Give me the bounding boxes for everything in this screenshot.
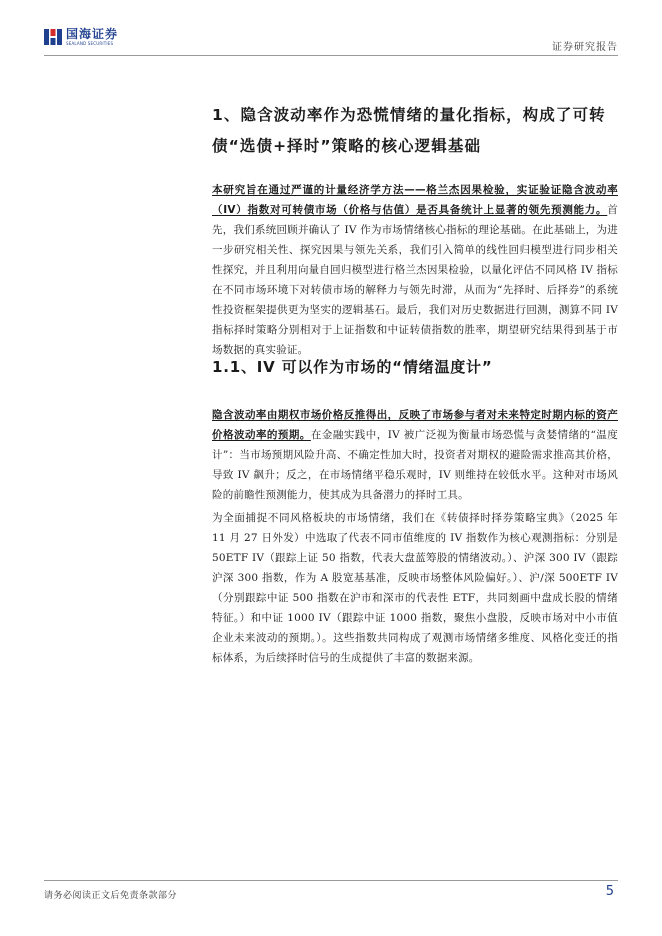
footer-divider: [44, 880, 618, 881]
paragraph-iv-indices: 为全面捕捉不同风格板块的市场情绪，我们在《转债择时择券策略宝典》（2025 年 11 月 27 日外发）中选取了代表不同市值维度的 IV 指数作为核心观测指标：分别是 50ETF IV（跟踪上证 50 指数，代表大盘蓝筹股的情绪波动。）、沪深 300 IV（跟踪沪深 300 指数，作为 A 股宽基基准，反映市场整体风险偏好。）、沪/深 500ETF IV（分别跟踪中证 500 指数在沪市和深市的代表性 ETF，共同刻画中盘成长股的情绪特征。）和中证 1000 IV（跟踪中证 1000 指数，聚焦小盘股，反映市场对中小市值企业未来波动的预期。）。这些指数共同构成了观测市场情绪多维度、风格化变迁的指标体系，为后续择时信号的生成提供了丰富的数据来源。: [212, 512, 618, 664]
header-divider: [44, 55, 618, 56]
logo-mark-icon: [44, 28, 62, 46]
section-heading-1: 1、隐含波动率作为恐慌情绪的量化指标，构成了可转债“选债+择时”策略的核心逻辑基础: [212, 106, 606, 155]
footer-disclaimer: 请务必阅读正文后免责条款部分: [44, 891, 178, 901]
paragraph-iv-definition: [212, 405, 618, 505]
section-heading-1-1: 1.1、IV 可以作为市场的“情绪温度计”: [212, 358, 493, 376]
logo-name-cn: 国海证券: [66, 27, 119, 41]
paragraph-intro: [212, 180, 618, 360]
paragraph-iv-highlight: 隐含波动率由期权市场价格反推得出，反映了市场参与者对未来特定时期内标的资产价格波动率的预期。: [212, 409, 618, 441]
paragraph-intro-body: 首先，我们系统回顾并确认了 IV 作为市场情绪核心指标的理论基础。在此基础上，为进一步研究相关性、探究因果与领先关系，我们引入简单的线性回归模型进行同步相关性探究，并且利用向量自回归模型进行格兰杰因果检验，以量化评估不同风格 IV 指标在不同市场环境下对转债市场的解释力与领先时滞，从而为“先择时、后择券”的系统性投资框架提供更为坚实的逻辑基石。最后，我们对历史数据进行回测，测算不同 IV 指标择时策略分别相对于上证指数和中证转债指数的胜率，期望研究结果得到基于市场数据的真实验证。: [212, 204, 618, 356]
paragraph-intro-highlight: 本研究旨在通过严谨的计量经济学方法——格兰杰因果检验，实证验证隐含波动率（IV）指数对可转债市场（价格与估值）是否具备统计上显著的领先预测能力。: [212, 184, 618, 216]
logo-name-en: SEALAND SECURITIES: [66, 41, 114, 46]
paragraph-iv-body: 在金融实践中，IV 被广泛视为衡量市场恐慌与贪婪情绪的“温度计”：当市场预期风险升高、不确定性加大时，投资者对期权的避险需求推高其价格，导致 IV 飙升；反之，在市场情绪平稳乐观时，IV 则维持在较低水平。这种对市场风险的前瞻性预测能力，使其成为具备潜力的择时工具。: [212, 429, 618, 501]
document-type-label: 证券研究报告: [552, 42, 618, 53]
page-number: 5: [605, 884, 614, 899]
company-logo: [44, 28, 118, 46]
